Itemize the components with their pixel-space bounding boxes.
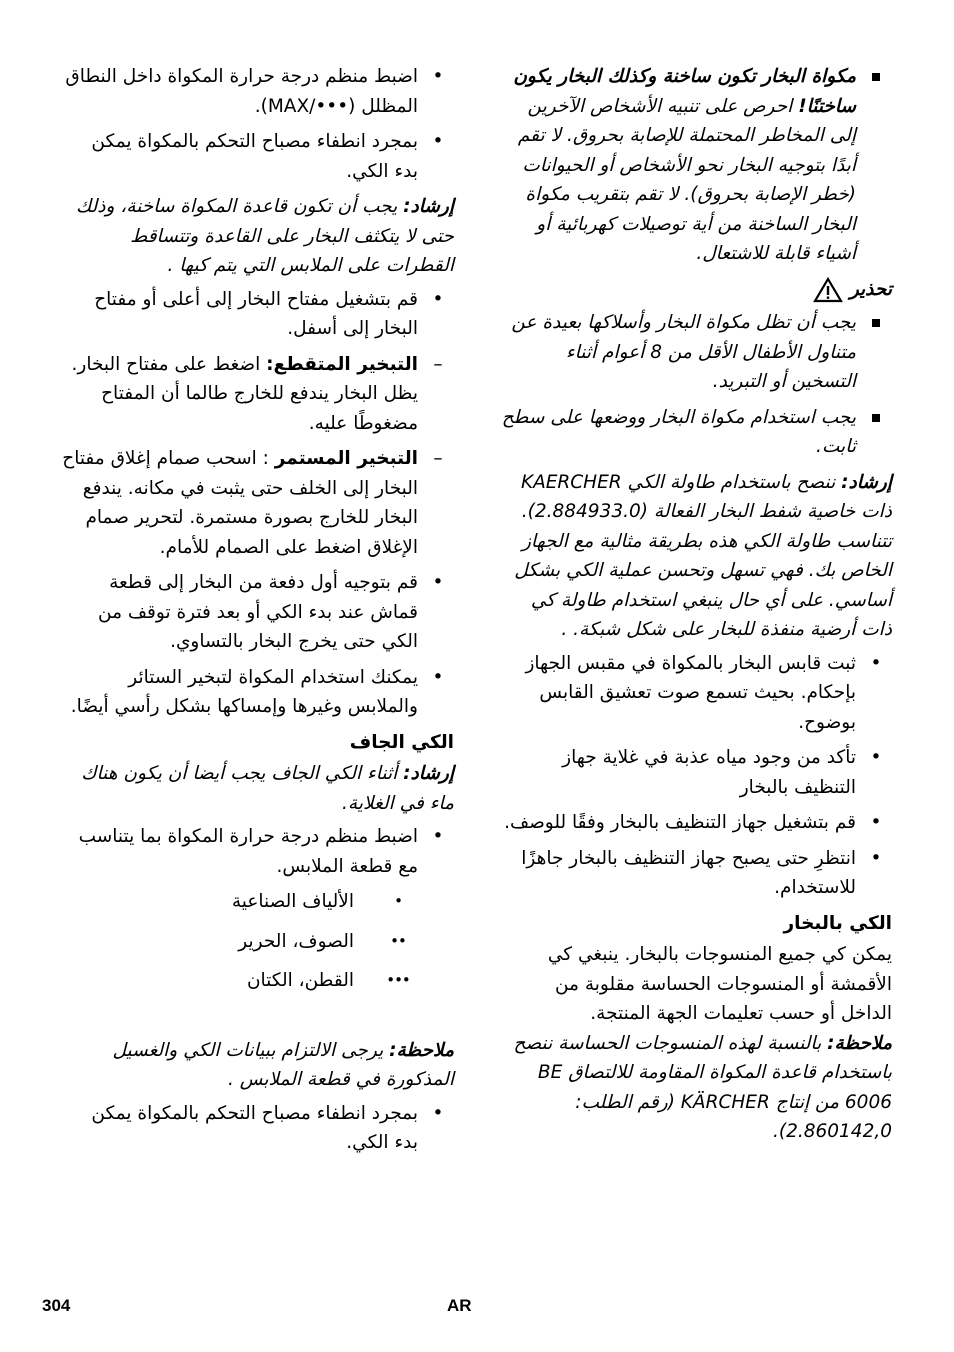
tip-label: إرشاد: bbox=[403, 763, 454, 784]
list-item-text: انتظرِ حتى يصبح جهاز التنظيف بالبخار جاهزًا للاستخدام. bbox=[521, 847, 856, 898]
dash-item-text: اضغط على مفتاح البخار. يظل البخار يندفع للخارج طالما أن المفتاح مضغوطًا عليه. bbox=[71, 353, 418, 434]
list-item bbox=[62, 62, 454, 121]
tip-hot-sole bbox=[62, 192, 454, 281]
list-item-text: يمكنك استخدام المكواة لتبخير الستائر والملابس وغيرها وإمساكها بشكل رأسي أيضًا. bbox=[70, 666, 418, 717]
bullet-icon: • bbox=[432, 572, 444, 593]
dash-item-bold: التبخير المستمر bbox=[274, 448, 418, 469]
temperature-dots-icon: •• bbox=[390, 931, 406, 950]
warning-item-children bbox=[500, 308, 892, 397]
tip-text: يجب أن تكون قاعدة المكواة ساخنة، وذلك حتى لا يتكثف البخار على القاعدة وتتساقط القطرات على الملابس التي يتم كيها . bbox=[76, 196, 454, 276]
left-column bbox=[62, 62, 454, 1164]
list-item bbox=[62, 1099, 454, 1158]
bullet-icon: • bbox=[870, 847, 882, 869]
bullet-icon: • bbox=[432, 66, 444, 87]
list-item bbox=[500, 649, 892, 738]
square-bullet-icon bbox=[866, 403, 886, 433]
fiber-settings-list bbox=[62, 887, 454, 996]
bullet-icon: • bbox=[432, 131, 444, 152]
bullet-icon: • bbox=[432, 288, 444, 310]
language-code: AR bbox=[447, 1296, 472, 1315]
list-item bbox=[500, 844, 892, 903]
hot-warning-text: احرص على تنبيه الأشخاص الآخرين إلى المخاطر المحتملة للإصابة بحروق. لا تقم أبدًا بتوجيه البخار نحو الأشخاص أو الحيوانات (خطر الإصابة بحروق). لا تقم بتقريب مكواة البخار الساخنة من أية توصيلات كهربائية أو أشياء قابلة للاشتعال. bbox=[517, 95, 856, 264]
list-item-text: اضبط منظم درجة حرارة المكواة داخل النطاق المظلل (•••/MAX). bbox=[65, 66, 418, 117]
temperature-dots-icon: • bbox=[394, 892, 402, 910]
warning-triangle-icon bbox=[813, 277, 843, 303]
page-number: 304 bbox=[42, 1296, 71, 1315]
list-item-text: بمجرد انطفاء مصباح التحكم بالمكواة يمكن بدء الكي. bbox=[91, 1102, 418, 1153]
right-column bbox=[500, 62, 892, 1147]
bullet-icon: • bbox=[432, 666, 444, 688]
tip-text: أثناء الكي الجاف يجب أيضا أن يكون هناك ماء في الغلاية. bbox=[81, 763, 454, 814]
list-item bbox=[500, 808, 892, 838]
dash-item-intermittent bbox=[62, 350, 454, 439]
tip-ironing-table bbox=[500, 468, 892, 645]
tip-label: إرشاد: bbox=[403, 196, 454, 217]
hot-warning-bold: مكواة البخار تكون ساخنة وكذلك البخار يكون ساختنًا! bbox=[513, 66, 856, 117]
square-bullet-icon bbox=[866, 62, 886, 92]
list-item bbox=[62, 822, 454, 881]
tip-dry-water bbox=[62, 759, 454, 818]
square-bullet-icon bbox=[866, 308, 886, 338]
warning-item-text: يجب أن تظل مكواة البخار وأسلاكها بعيدة عن متناول الأطفال الأقل من 8 أعوام أثناء التسخين أو التبريد. bbox=[511, 312, 856, 392]
dry-ironing-heading: الكي الجاف bbox=[349, 731, 454, 753]
note-text: بالنسبة لهذه المنسوجات الحساسة ننصح باستخدام قاعدة المكواة المقاومة للالتصاق BE 6006 من إنتاج KÄRCHER (رقم الطلب: 2.860142,0). bbox=[513, 1032, 892, 1142]
bullet-icon: • bbox=[870, 812, 882, 833]
dash-item-text: : اسحب صمام إغلاق مفتاح البخار إلى الخلف حتى يثبت في مكانه. يندفع البخار للخارج بصورة مستمرة. لتحرير صمام الإغلاق اضغط على الصمام للأمام. bbox=[62, 448, 418, 558]
steam-ironing-heading: الكي بالبخار bbox=[783, 912, 892, 934]
list-item-text: قم بتشغيل مفتاح البخار إلى أعلى أو مفتاح البخار إلى أسفل. bbox=[94, 288, 418, 339]
fiber-label: الصوف، الحرير bbox=[238, 930, 354, 952]
list-item-text: بمجرد انطفاء مصباح التحكم بالمكواة يمكن بدء الكي. bbox=[91, 131, 418, 182]
dash-item-bold: التبخير المتقطع: bbox=[266, 353, 418, 375]
steam-ironing-text: يمكن كي جميع المنسوجات بالبخار. ينبغي كي الأقمشة أو المنسوجات الحساسة مقلوبة من الداخل أو حسب تعليمات الجهة المنتجة. bbox=[547, 944, 892, 1024]
bullet-icon: • bbox=[870, 652, 882, 674]
bullet-icon: • bbox=[870, 747, 882, 768]
fiber-label: الألياف الصناعية bbox=[231, 891, 354, 912]
dash-icon: – bbox=[433, 353, 443, 375]
tip-label: إرشاد: bbox=[841, 471, 892, 493]
list-item-text: تأكد من وجود مياه عذبة في غلاية جهاز التنظيف بالبخار bbox=[562, 747, 856, 798]
fiber-setting-wool-silk bbox=[62, 927, 418, 957]
bullet-icon: • bbox=[432, 826, 444, 847]
list-item bbox=[62, 285, 454, 344]
bullet-icon: • bbox=[432, 1102, 444, 1124]
warning-title: تحذير bbox=[849, 278, 892, 300]
list-item bbox=[500, 743, 892, 802]
fiber-label: القطن، الكتان bbox=[246, 970, 354, 991]
temperature-dots-icon: ••• bbox=[386, 971, 410, 989]
note-label: ملاحظة: bbox=[389, 1039, 454, 1061]
note-label: ملاحظة: bbox=[827, 1032, 892, 1054]
list-item-text: قم بتوجيه أول دفعة من البخار إلى قطعة قماش عند بدء الكي أو بعد فترة توقف من الكي حتى يخرج البخار بالتساوي. bbox=[98, 572, 418, 652]
list-item bbox=[62, 127, 454, 186]
warning-item-surface bbox=[500, 403, 892, 462]
list-item bbox=[62, 663, 454, 722]
note-ironing-sole bbox=[500, 1029, 892, 1147]
hot-steam-warning-item bbox=[500, 62, 892, 269]
fiber-setting-cotton-linen bbox=[62, 966, 418, 996]
dash-item-continuous bbox=[62, 444, 454, 562]
tip-text: ننصح باستخدام طاولة الكي KAERCHER ذات خاصية شفط البخار الفعالة (2.884933.0). تتناسب طاولة الكي هذه بطريقة مثالية مع الجهاز الخاص بك. فهي تسهل وتحسن عملية الكي بشكل أساسي. على أي حال ينبغي استخدام طاولة كي ذات أرضية منفذة للبخار على شكل شبكة. . bbox=[514, 471, 892, 640]
fiber-setting-synthetic bbox=[62, 887, 418, 917]
note-text: يرجى الالتزام ببيانات الكي والغسيل المذكورة في قطعة الملابس . bbox=[112, 1039, 454, 1090]
dash-icon: – bbox=[433, 448, 443, 469]
list-item-text: اضبط منظم درجة حرارة المكواة بما يتناسب مع قطعة الملابس. bbox=[78, 826, 418, 877]
list-item bbox=[62, 568, 454, 657]
list-item-text: ثبت قابس البخار بالمكواة في مقبس الجهاز بإحكام. بحيث تسمع صوت تعشيق القابس بوضوح. bbox=[525, 652, 856, 733]
list-item-text: قم بتشغيل جهاز التنظيف بالبخار وفقًا للوصف. bbox=[504, 812, 856, 833]
note-care-label bbox=[62, 1036, 454, 1095]
warning-item-text: يجب استخدام مكواة البخار ووضعها على سطح ثابت. bbox=[501, 406, 856, 457]
warning-heading bbox=[500, 275, 892, 305]
